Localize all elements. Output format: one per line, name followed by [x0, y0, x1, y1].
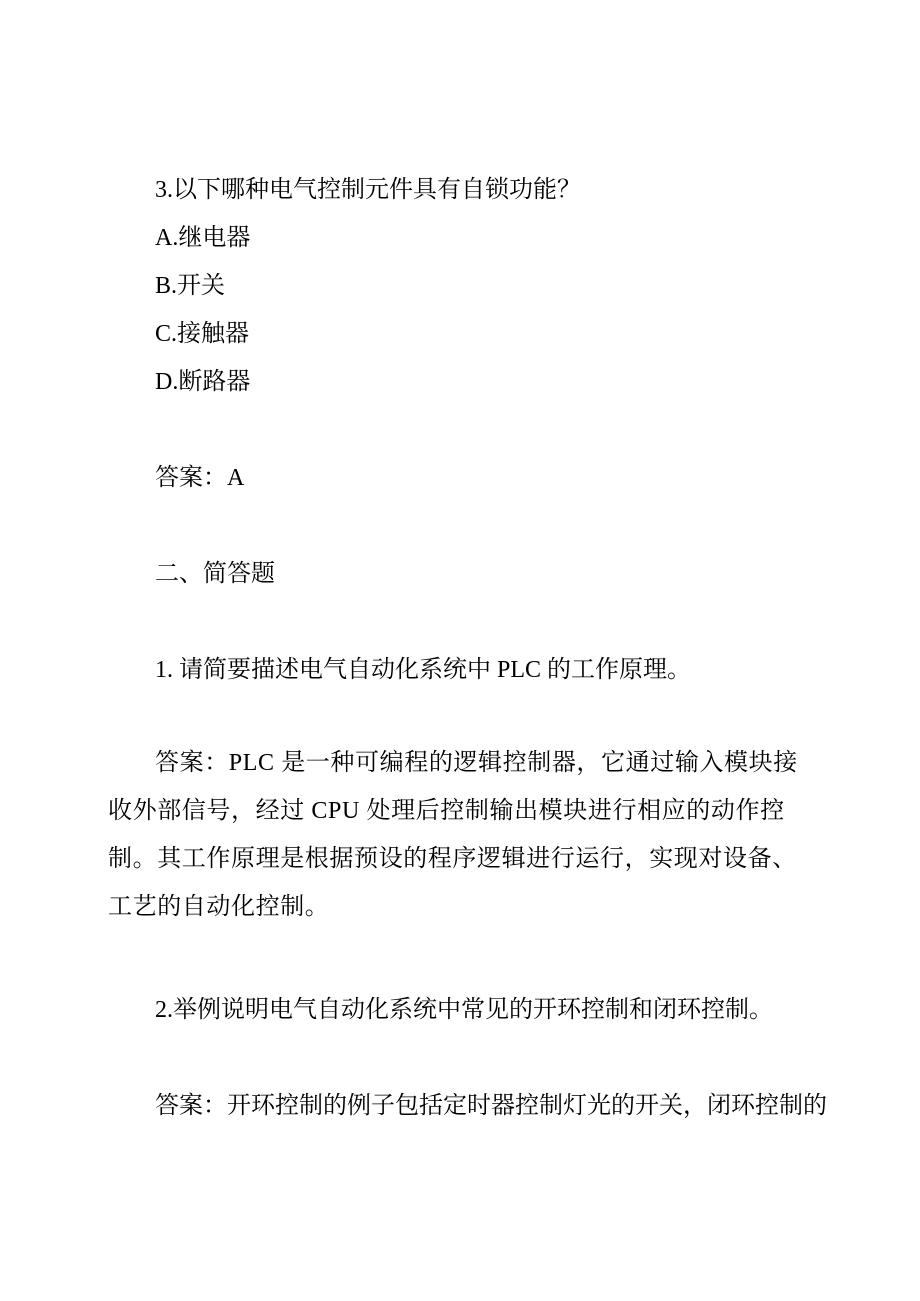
section-heading: 二、简答题 [155, 561, 275, 587]
question-2-answer: 答案：开环控制的例子包括定时器控制灯光的开关，闭环控制的 [155, 1093, 827, 1119]
question-3-answer: 答案：A [155, 465, 245, 491]
option-d: D.断路器 [155, 369, 251, 395]
question-1-answer: 答案：PLC 是一种可编程的逻辑控制器，它通过输入模块接收外部信号，经过 CPU 处理后控制输出模块进行相应的动作控制。其工作原理是根据预设的程序逻辑进行运行，实现对设备、工艺的自动化控制。 [108, 750, 798, 920]
option-b: B.开关 [155, 273, 226, 299]
option-a: A.继电器 [155, 225, 251, 251]
question-1-stem: 1. 请简要描述电气自动化系统中 PLC 的工作原理。 [155, 657, 692, 683]
question-3-stem: 3.以下哪种电气控制元件具有自锁功能？ [155, 177, 581, 203]
option-c: C.接触器 [155, 321, 250, 347]
question-2-stem: 2.举例说明电气自动化系统中常见的开环控制和闭环控制。 [155, 997, 773, 1023]
